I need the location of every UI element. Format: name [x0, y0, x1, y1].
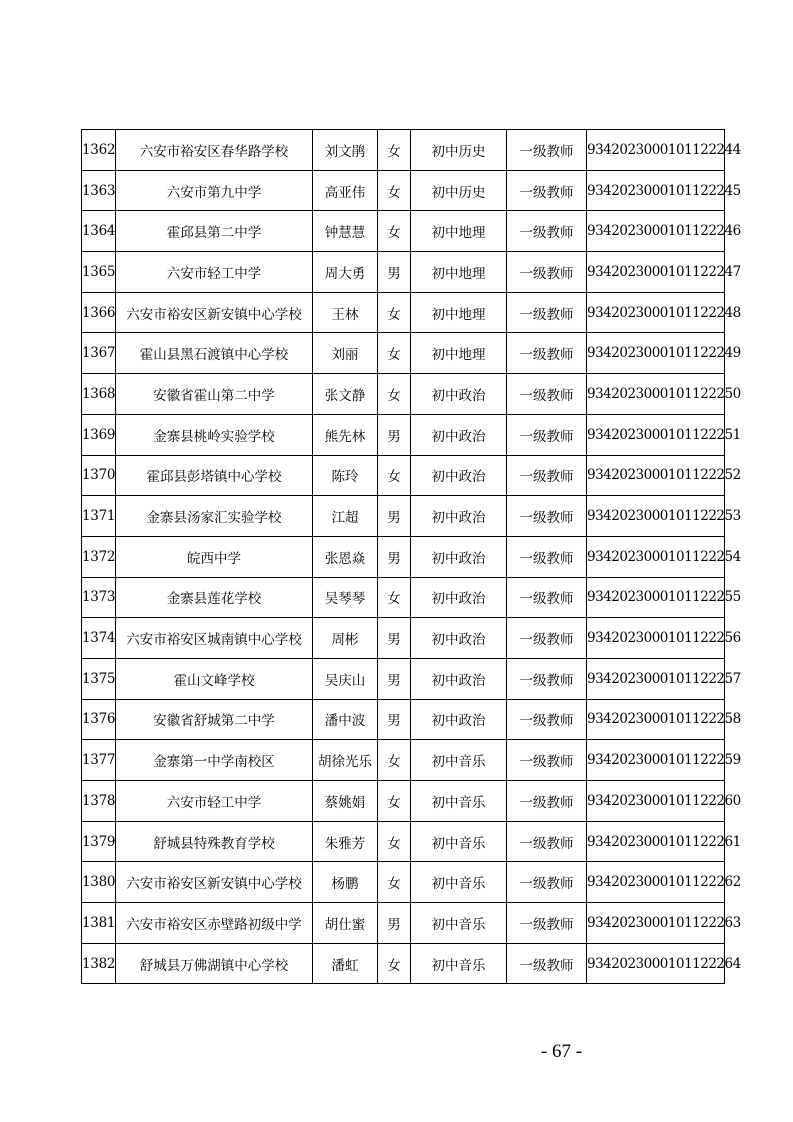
gender-cell: 女 — [378, 374, 411, 415]
name-cell: 周大勇 — [313, 252, 378, 293]
name-cell: 杨鹏 — [313, 862, 378, 903]
table-row — [82, 618, 725, 659]
certificate-number-cell: 9342023000101122244 — [587, 130, 725, 171]
subject-cell: 初中政治 — [411, 496, 507, 537]
name-cell: 刘文鹃 — [313, 130, 378, 171]
table-row — [82, 292, 725, 333]
school-cell: 霍邱县第二中学 — [116, 211, 313, 252]
school-cell: 六安市轻工中学 — [116, 252, 313, 293]
teacher-roster-table — [81, 129, 741, 984]
row-number-cell: 1372 — [82, 536, 116, 577]
row-number-cell: 1364 — [82, 211, 116, 252]
gender-cell: 女 — [378, 577, 411, 618]
gender-cell: 女 — [378, 781, 411, 822]
title-cell: 一级教师 — [507, 496, 587, 537]
subject-cell: 初中政治 — [411, 618, 507, 659]
row-number-cell: 1369 — [82, 414, 116, 455]
subject-cell: 初中政治 — [411, 699, 507, 740]
subject-cell: 初中音乐 — [411, 943, 507, 984]
subject-cell: 初中音乐 — [411, 903, 507, 944]
school-cell: 舒城县万佛湖镇中心学校 — [116, 943, 313, 984]
row-number-cell: 1365 — [82, 252, 116, 293]
subject-cell: 初中政治 — [411, 536, 507, 577]
subject-cell: 初中地理 — [411, 292, 507, 333]
certificate-number-cell: 9342023000101122262 — [587, 862, 725, 903]
school-cell: 金寨县汤家汇实验学校 — [116, 496, 313, 537]
school-cell: 安徽省舒城第二中学 — [116, 699, 313, 740]
subject-cell: 初中音乐 — [411, 862, 507, 903]
title-cell: 一级教师 — [507, 903, 587, 944]
subject-cell: 初中历史 — [411, 130, 507, 171]
gender-cell: 女 — [378, 821, 411, 862]
table-row — [82, 658, 725, 699]
name-cell: 潘虹 — [313, 943, 378, 984]
school-cell: 舒城县特殊教育学校 — [116, 821, 313, 862]
school-cell: 霍邱县彭塔镇中心学校 — [116, 455, 313, 496]
title-cell: 一级教师 — [507, 740, 587, 781]
certificate-number-cell: 9342023000101122254 — [587, 536, 725, 577]
roster-body — [82, 130, 741, 984]
row-number-cell: 1375 — [82, 658, 116, 699]
title-cell: 一级教师 — [507, 333, 587, 374]
title-cell: 一级教师 — [507, 252, 587, 293]
certificate-number-cell: 9342023000101122247 — [587, 252, 725, 293]
subject-cell: 初中政治 — [411, 374, 507, 415]
subject-cell: 初中音乐 — [411, 781, 507, 822]
certificate-number-cell: 9342023000101122248 — [587, 292, 725, 333]
name-cell: 吴庆山 — [313, 658, 378, 699]
table-row — [82, 252, 725, 293]
name-cell: 王林 — [313, 292, 378, 333]
title-cell: 一级教师 — [507, 536, 587, 577]
school-cell: 六安市轻工中学 — [116, 781, 313, 822]
table-row — [82, 943, 725, 984]
name-cell: 周彬 — [313, 618, 378, 659]
subject-cell: 初中地理 — [411, 211, 507, 252]
table-row — [82, 577, 725, 618]
gender-cell: 女 — [378, 333, 411, 374]
school-cell: 金寨县桃岭实验学校 — [116, 414, 313, 455]
subject-cell: 初中政治 — [411, 658, 507, 699]
gender-cell: 女 — [378, 862, 411, 903]
gender-cell: 男 — [378, 536, 411, 577]
row-number-cell: 1381 — [82, 903, 116, 944]
school-cell: 霍山文峰学校 — [116, 658, 313, 699]
title-cell: 一级教师 — [507, 618, 587, 659]
subject-cell: 初中地理 — [411, 252, 507, 293]
table-row — [82, 455, 725, 496]
table-row — [82, 699, 725, 740]
school-cell: 六安市裕安区城南镇中心学校 — [116, 618, 313, 659]
title-cell: 一级教师 — [507, 374, 587, 415]
title-cell: 一级教师 — [507, 821, 587, 862]
row-number-cell: 1380 — [82, 862, 116, 903]
name-cell: 刘丽 — [313, 333, 378, 374]
name-cell: 张恩焱 — [313, 536, 378, 577]
gender-cell: 女 — [378, 455, 411, 496]
gender-cell: 女 — [378, 292, 411, 333]
gender-cell: 女 — [378, 170, 411, 211]
title-cell: 一级教师 — [507, 658, 587, 699]
row-number-cell: 1363 — [82, 170, 116, 211]
row-number-cell: 1371 — [82, 496, 116, 537]
name-cell: 钟慧慧 — [313, 211, 378, 252]
page-number — [0, 1041, 793, 1063]
school-cell: 六安市裕安区赤壁路初级中学 — [116, 903, 313, 944]
table-row — [82, 333, 725, 374]
certificate-number-cell: 9342023000101122259 — [587, 740, 725, 781]
title-cell: 一级教师 — [507, 130, 587, 171]
subject-cell: 初中政治 — [411, 414, 507, 455]
title-cell: 一级教师 — [507, 414, 587, 455]
table-row — [82, 496, 725, 537]
school-cell: 金寨县莲花学校 — [116, 577, 313, 618]
gender-cell: 男 — [378, 903, 411, 944]
certificate-number-cell: 9342023000101122251 — [587, 414, 725, 455]
certificate-number-cell: 9342023000101122258 — [587, 699, 725, 740]
table-row — [82, 536, 725, 577]
name-cell: 朱雅芳 — [313, 821, 378, 862]
gender-cell: 女 — [378, 130, 411, 171]
table-row — [82, 862, 725, 903]
name-cell: 陈玲 — [313, 455, 378, 496]
certificate-number-cell: 9342023000101122263 — [587, 903, 725, 944]
title-cell: 一级教师 — [507, 862, 587, 903]
school-cell: 六安市裕安区新安镇中心学校 — [116, 292, 313, 333]
table-row — [82, 374, 725, 415]
row-number-cell: 1378 — [82, 781, 116, 822]
subject-cell: 初中历史 — [411, 170, 507, 211]
subject-cell: 初中政治 — [411, 455, 507, 496]
table-row — [82, 821, 725, 862]
title-cell: 一级教师 — [507, 170, 587, 211]
table-row — [82, 130, 725, 171]
table-row — [82, 414, 725, 455]
certificate-number-cell: 9342023000101122261 — [587, 821, 725, 862]
certificate-number-cell: 9342023000101122264 — [587, 943, 725, 984]
name-cell: 江超 — [313, 496, 378, 537]
certificate-number-cell: 9342023000101122252 — [587, 455, 725, 496]
certificate-number-cell: 9342023000101122246 — [587, 211, 725, 252]
row-number-cell: 1373 — [82, 577, 116, 618]
school-cell: 霍山县黑石渡镇中心学校 — [116, 333, 313, 374]
gender-cell: 男 — [378, 414, 411, 455]
table-row — [82, 903, 725, 944]
name-cell: 张文静 — [313, 374, 378, 415]
row-number-cell: 1374 — [82, 618, 116, 659]
title-cell: 一级教师 — [507, 292, 587, 333]
gender-cell: 女 — [378, 211, 411, 252]
certificate-number-cell: 9342023000101122250 — [587, 374, 725, 415]
table-row — [82, 781, 725, 822]
school-cell: 六安市裕安区新安镇中心学校 — [116, 862, 313, 903]
row-number-cell: 1362 — [82, 130, 116, 171]
name-cell: 熊先林 — [313, 414, 378, 455]
school-cell: 皖西中学 — [116, 536, 313, 577]
gender-cell: 男 — [378, 699, 411, 740]
certificate-number-cell: 9342023000101122257 — [587, 658, 725, 699]
name-cell: 高亚伟 — [313, 170, 378, 211]
name-cell: 蔡姚娟 — [313, 781, 378, 822]
school-cell: 六安市裕安区春华路学校 — [116, 130, 313, 171]
subject-cell: 初中政治 — [411, 577, 507, 618]
row-number-cell: 1368 — [82, 374, 116, 415]
certificate-number-cell: 9342023000101122253 — [587, 496, 725, 537]
title-cell: 一级教师 — [507, 781, 587, 822]
gender-cell: 男 — [378, 658, 411, 699]
row-number-cell: 1370 — [82, 455, 116, 496]
subject-cell: 初中地理 — [411, 333, 507, 374]
row-number-cell: 1382 — [82, 943, 116, 984]
name-cell: 潘中波 — [313, 699, 378, 740]
table-row — [82, 170, 725, 211]
gender-cell: 男 — [378, 496, 411, 537]
school-cell: 六安市第九中学 — [116, 170, 313, 211]
page-number-text: - 67 - — [540, 1041, 583, 1062]
certificate-number-cell: 9342023000101122260 — [587, 781, 725, 822]
certificate-number-cell: 9342023000101122249 — [587, 333, 725, 374]
gender-cell: 男 — [378, 618, 411, 659]
subject-cell: 初中音乐 — [411, 821, 507, 862]
name-cell: 胡仕蜜 — [313, 903, 378, 944]
row-number-cell: 1367 — [82, 333, 116, 374]
subject-cell: 初中音乐 — [411, 740, 507, 781]
title-cell: 一级教师 — [507, 699, 587, 740]
name-cell: 胡徐光乐 — [313, 740, 378, 781]
title-cell: 一级教师 — [507, 577, 587, 618]
certificate-number-cell: 9342023000101122255 — [587, 577, 725, 618]
school-cell: 安徽省霍山第二中学 — [116, 374, 313, 415]
gender-cell: 男 — [378, 252, 411, 293]
row-number-cell: 1366 — [82, 292, 116, 333]
table-row — [82, 211, 725, 252]
row-number-cell: 1379 — [82, 821, 116, 862]
table-row — [82, 740, 725, 781]
certificate-number-cell: 9342023000101122245 — [587, 170, 725, 211]
certificate-number-cell: 9342023000101122256 — [587, 618, 725, 659]
school-cell: 金寨第一中学南校区 — [116, 740, 313, 781]
row-number-cell: 1377 — [82, 740, 116, 781]
row-number-cell: 1376 — [82, 699, 116, 740]
gender-cell: 女 — [378, 943, 411, 984]
title-cell: 一级教师 — [507, 211, 587, 252]
gender-cell: 女 — [378, 740, 411, 781]
name-cell: 吴琴琴 — [313, 577, 378, 618]
title-cell: 一级教师 — [507, 943, 587, 984]
title-cell: 一级教师 — [507, 455, 587, 496]
